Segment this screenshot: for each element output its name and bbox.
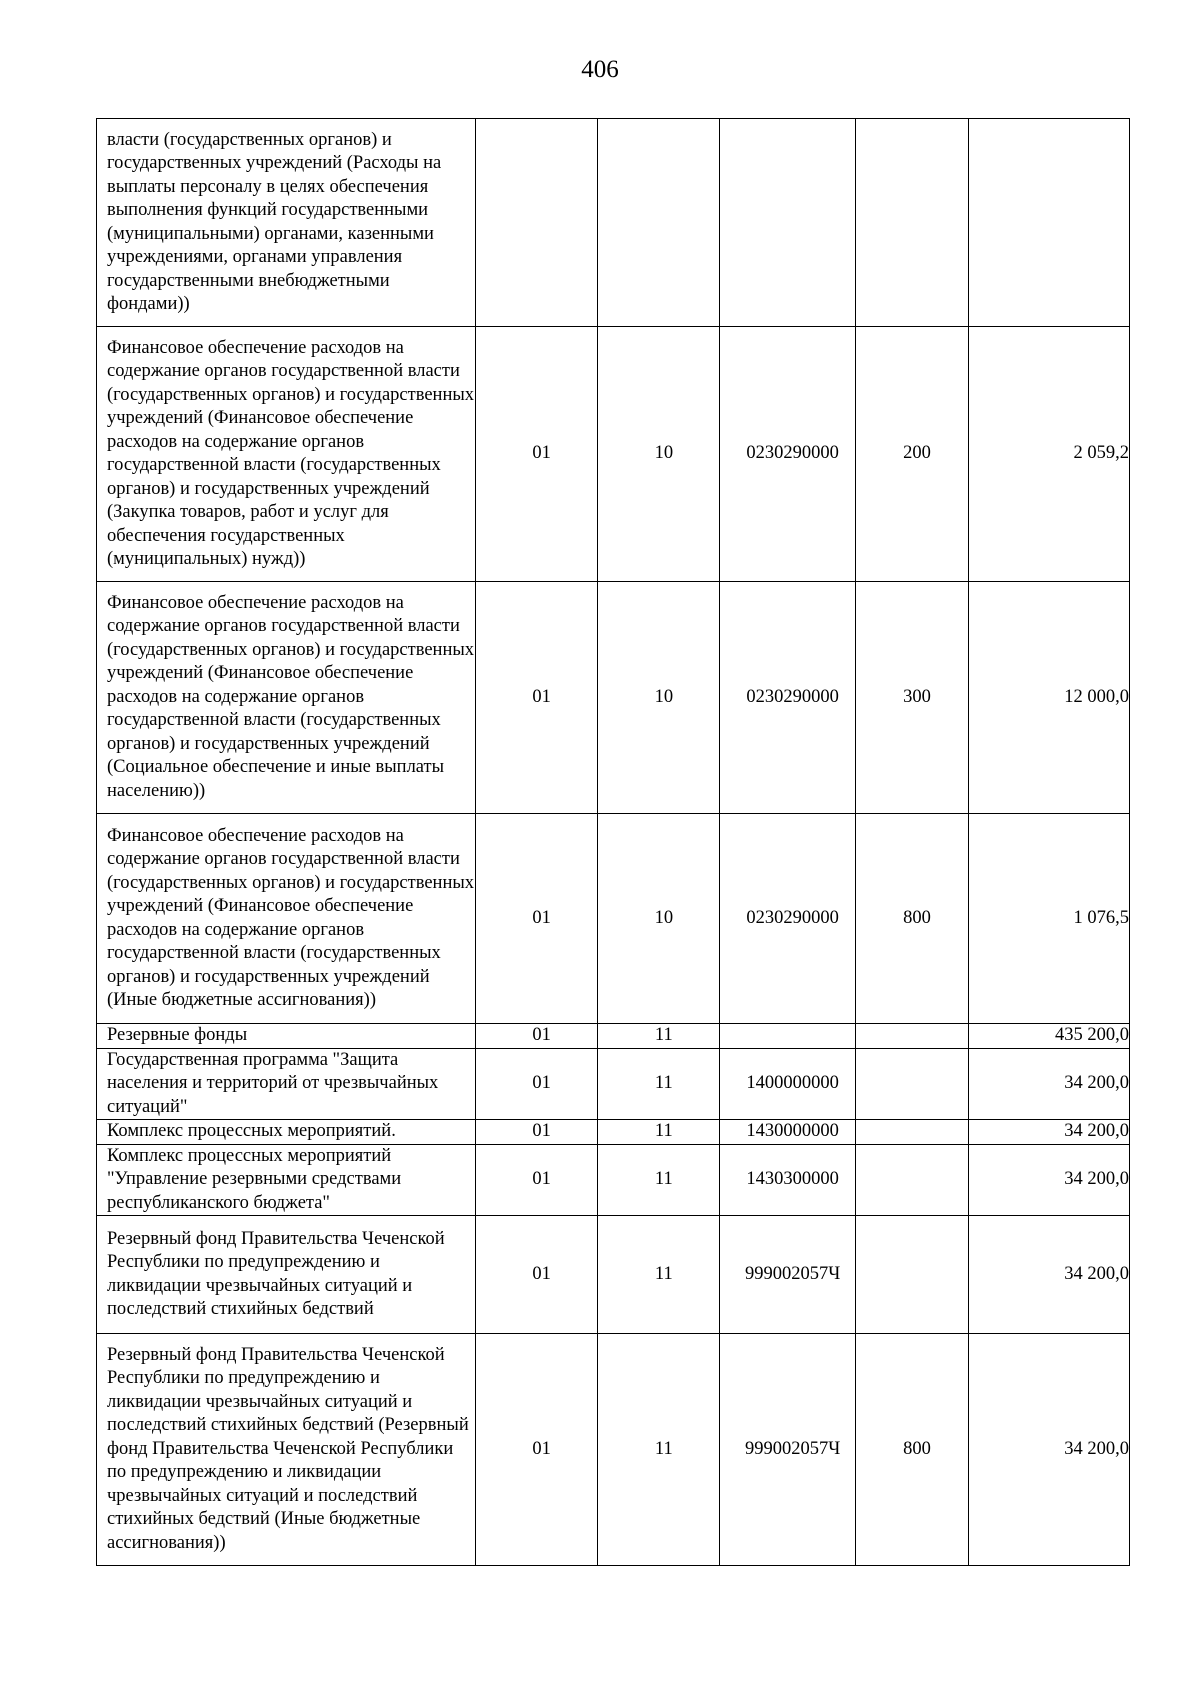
subsection-code-cell: 11 xyxy=(598,1120,720,1145)
target-article-cell: 1430300000 xyxy=(720,1144,855,1216)
target-article-cell: 1400000000 xyxy=(720,1048,855,1120)
table-row xyxy=(97,1216,1130,1334)
subsection-code-cell: 11 xyxy=(598,1144,720,1216)
section-code-cell: 01 xyxy=(475,327,597,582)
target-article-cell xyxy=(720,1024,855,1049)
amount-cell: 435 200,0 xyxy=(969,1024,1130,1049)
section-code-cell: 01 xyxy=(475,582,597,814)
table-row xyxy=(97,119,1130,327)
expense-type-cell xyxy=(855,1048,968,1120)
expense-type-cell: 300 xyxy=(855,582,968,814)
target-article-cell: 0230290000 xyxy=(720,327,855,582)
subsection-code-cell: 10 xyxy=(598,814,720,1024)
target-article-cell: 999002057Ч xyxy=(720,1334,855,1566)
subsection-code-cell: 11 xyxy=(598,1024,720,1049)
expense-type-cell xyxy=(855,1216,968,1334)
amount-cell: 12 000,0 xyxy=(969,582,1130,814)
table-row xyxy=(97,814,1130,1024)
row-name-cell: Резервный фонд Правительства Чеченской Республики по предупреждению и ликвидации чрезвычайных ситуаций и последствий стихийных бедствий (Резервный фонд Правительства Чеченской Республики по предупреждению и ликвидации чрезвычайных ситуаций и последствий стихийных бедствий (Иные бюджетные ассигнования)) xyxy=(97,1334,476,1566)
amount-cell: 34 200,0 xyxy=(969,1334,1130,1566)
row-name-cell: Комплекс процессных мероприятий. xyxy=(97,1120,476,1145)
row-name-cell: Государственная программа "Защита населения и территорий от чрезвычайных ситуаций" xyxy=(97,1048,476,1120)
amount-cell: 2 059,2 xyxy=(969,327,1130,582)
section-code-cell: 01 xyxy=(475,1216,597,1334)
amount-cell: 34 200,0 xyxy=(969,1048,1130,1120)
amount-cell: 34 200,0 xyxy=(969,1120,1130,1145)
table-row xyxy=(97,1144,1130,1216)
target-article-cell: 999002057Ч xyxy=(720,1216,855,1334)
amount-cell: 1 076,5 xyxy=(969,814,1130,1024)
expense-type-cell xyxy=(855,1144,968,1216)
table-row xyxy=(97,327,1130,582)
target-article-cell xyxy=(720,119,855,327)
section-code-cell: 01 xyxy=(475,1024,597,1049)
target-article-cell: 0230290000 xyxy=(720,814,855,1024)
subsection-code-cell: 10 xyxy=(598,582,720,814)
subsection-code-cell: 10 xyxy=(598,327,720,582)
expense-type-cell xyxy=(855,1024,968,1049)
table-row xyxy=(97,1048,1130,1120)
amount-cell: 34 200,0 xyxy=(969,1144,1130,1216)
subsection-code-cell xyxy=(598,119,720,327)
expense-type-cell: 800 xyxy=(855,814,968,1024)
table-row xyxy=(97,1334,1130,1566)
subsection-code-cell: 11 xyxy=(598,1334,720,1566)
expense-type-cell: 200 xyxy=(855,327,968,582)
section-code-cell: 01 xyxy=(475,1144,597,1216)
section-code-cell: 01 xyxy=(475,814,597,1024)
amount-cell: 34 200,0 xyxy=(969,1216,1130,1334)
expense-type-cell xyxy=(855,1120,968,1145)
section-code-cell xyxy=(475,119,597,327)
expense-type-cell: 800 xyxy=(855,1334,968,1566)
target-article-cell: 1430000000 xyxy=(720,1120,855,1145)
row-name-cell: Финансовое обеспечение расходов на содержание органов государственной власти (государственных органов) и государственных учреждений (Финансовое обеспечение расходов на содержание органов государственной власти (государственных органов) и государственных учреждений (Иные бюджетные ассигнования)) xyxy=(97,814,476,1024)
table-row xyxy=(97,1024,1130,1049)
budget-table xyxy=(96,118,1130,1566)
page-number: 406 xyxy=(581,56,619,83)
row-name-cell: власти (государственных органов) и государственных учреждений (Расходы на выплаты персоналу в целях обеспечения выполнения функций государственными (муниципальными) органами, казенными учреждениями, органами управления государственными внебюджетными фондами)) xyxy=(97,119,476,327)
row-name-cell: Резервные фонды xyxy=(97,1024,476,1049)
amount-cell xyxy=(969,119,1130,327)
table-row xyxy=(97,582,1130,814)
row-name-cell: Финансовое обеспечение расходов на содержание органов государственной власти (государственных органов) и государственных учреждений (Финансовое обеспечение расходов на содержание органов государственной власти (государственных органов) и государственных учреждений (Закупка товаров, работ и услуг для обеспечения государственных (муниципальных) нужд)) xyxy=(97,327,476,582)
section-code-cell: 01 xyxy=(475,1048,597,1120)
target-article-cell: 0230290000 xyxy=(720,582,855,814)
subsection-code-cell: 11 xyxy=(598,1048,720,1120)
table-row xyxy=(97,1120,1130,1145)
section-code-cell: 01 xyxy=(475,1334,597,1566)
row-name-cell: Финансовое обеспечение расходов на содержание органов государственной власти (государственных органов) и государственных учреждений (Финансовое обеспечение расходов на содержание органов государственной власти (государственных органов) и государственных учреждений (Социальное обеспечение и иные выплаты населению)) xyxy=(97,582,476,814)
row-name-cell: Резервный фонд Правительства Чеченской Республики по предупреждению и ликвидации чрезвычайных ситуаций и последствий стихийных бедствий xyxy=(97,1216,476,1334)
row-name-cell: Комплекс процессных мероприятий "Управление резервными средствами республиканского бюджета" xyxy=(97,1144,476,1216)
expense-type-cell xyxy=(855,119,968,327)
section-code-cell: 01 xyxy=(475,1120,597,1145)
subsection-code-cell: 11 xyxy=(598,1216,720,1334)
